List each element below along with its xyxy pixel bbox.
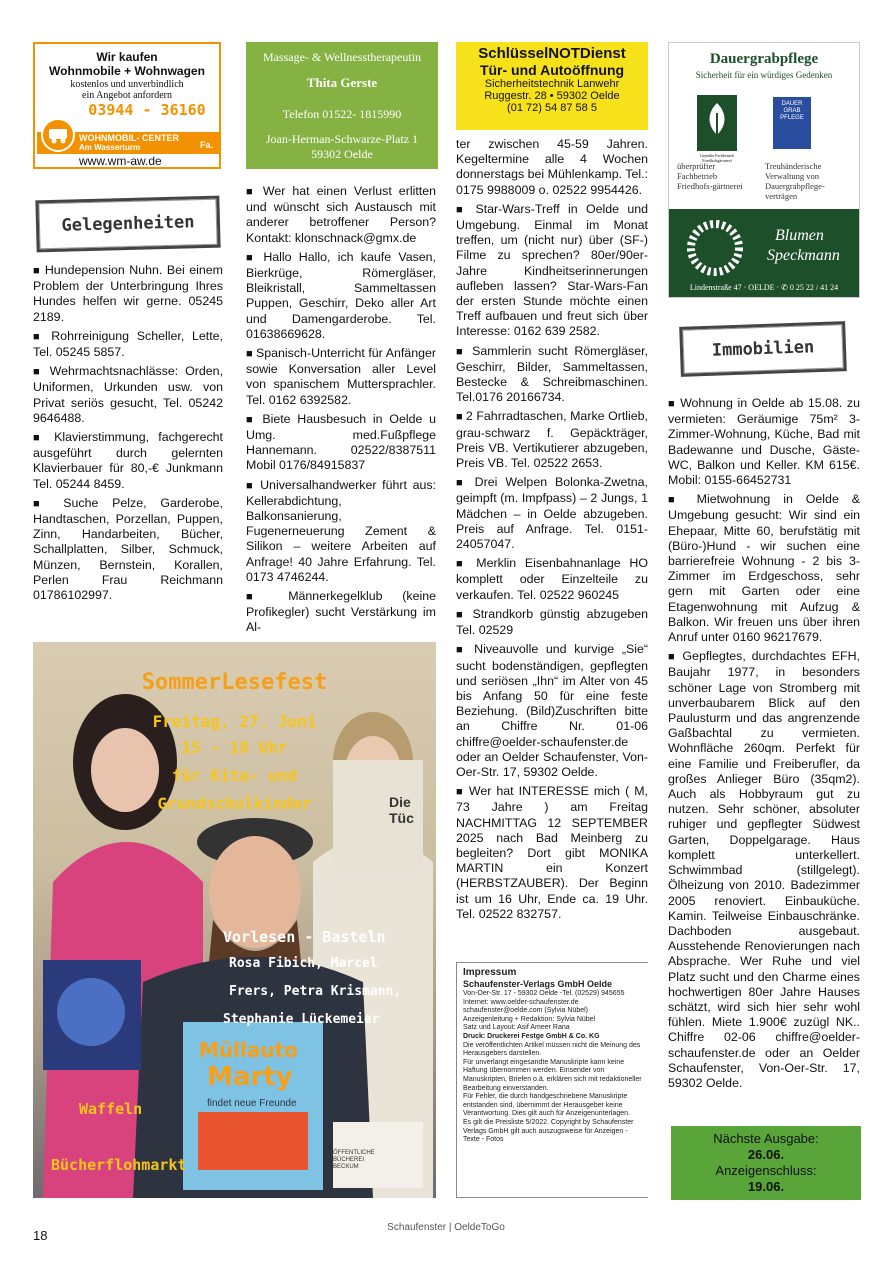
dauergrabpflege-logo-text3: PFLEGE: [780, 115, 804, 121]
dauergrabpflege-logo-text2: GRAB: [783, 108, 801, 114]
book-subtitle: findet neue Freunde: [207, 1098, 297, 1109]
ad-schluessel-title: SchlüsselNOTDienst: [478, 45, 626, 62]
column-3: [456, 137, 648, 926]
ad-wohnmobile-fa: Fa.: [199, 140, 213, 150]
next-issue-date: 26.06.: [747, 1147, 785, 1162]
classified-ad: ■ Hundepension Nuhn. Bei einem Problem der Unterbringung Ihres Hundes helfen wir gerne. 05245 2189.: [33, 263, 223, 325]
impressum-title: Impressum: [463, 967, 517, 978]
stamp-gelegenheiten: [35, 196, 220, 253]
classified-ad: ■ Spanisch-Unterricht für Anfänger sowie Konversation aller Level von spanischem Muttersprachler. Tel. 0162 6392582.: [246, 346, 436, 408]
book-title-2: Marty: [207, 1062, 293, 1092]
ad-schluessel-line2: Ruggestr. 28 • 59302 Oelde: [484, 90, 620, 102]
book-title-1: Müllauto: [199, 1038, 298, 1062]
footer-publication: Schaufenster | OeldeToGo: [387, 1222, 505, 1233]
ad-grab-footer: Lindenstraße 47 · OELDE · ✆ 0 25 22 / 41 24: [689, 283, 839, 292]
impressum-note: Es gilt die Preisliste 5/2022. Copyright by Schaufenster Verlags GmbH gilt auch auszugsweise für Anzeigen - Texte - Fotos: [463, 1118, 634, 1144]
ad-schluesselnotdienst: [456, 42, 648, 130]
poster-names2: Frers, Petra Krismann,: [229, 984, 402, 999]
classified-ad: ■ Männerkegelklub (keine Profikegler) sucht Verstärkung im Al-: [246, 589, 436, 636]
ad-massage-name: Thita Gerste: [306, 75, 378, 90]
flower-wreath-icon: [681, 215, 749, 286]
ad-wohnmobile-line4: ein Angebot anfordern: [82, 90, 172, 101]
ad-wohnmobile-banner2: Am Wasserturm: [79, 143, 141, 152]
classified-ad: ■ Gepflegtes, durchdachtes EFH, Baujahr 1977, in besonders schöner Lage von Stromberg mit unverbaubarem Blick auf den Paulusturm und das angrenzende Gaßbachtal zu vermieten. Wohnfläche 260qm. Perfekt für eine Familie und Freiberufler, da großes Anlieger Büro (35qm2). Auch als Hobbyraum gut zu nutzen. Sehr schöner, absoluter ruhiger und gepflegter Südwest Garten, Doppelgarage. Haus komplett unterkellert. Schwimmbad (stillgelegt). Ölheizung von 2010. Badezimmer 2005 renoviert. Einbauküche. Kamin. Teilweise Einbauschränke. Dachboden ausgebaut. Ausstehende Renovierungen nach Absprache. Wer Ruhe und viel Platz sucht und den Charme eines hochwertigen 80er Jahre Hauses schätzt, wird sich hier sehr wohl fühlen. Miete 1.900€ zuzügl NK.. Chiffre 02-06 chiffre@oelder-schaufenster.de oder an Oelder Schaufenster, Von-Oer-Str. 17, 59302 Oelde.: [668, 649, 860, 1091]
ad-massage: [246, 42, 438, 169]
dauergrabpflege-logo-text1: DAUER: [781, 101, 803, 107]
poster-line3: für Kita- und: [171, 766, 298, 785]
ad-wohnmobile-web[interactable]: www.wm-aw.de: [79, 154, 162, 168]
library-sign: [333, 1150, 423, 1171]
ad-wohnmobile-banner: [37, 132, 219, 154]
ad-massage-phone: Telefon 01522- 1815990: [282, 107, 402, 121]
ad-wohnmobile-phone: 03944 - 36160: [88, 101, 206, 119]
classified-ad: ■ Hallo Hallo, ich kaufe Vasen, Bierkrüge, Römergläser, Bleikristall, Sammeltassen Puppen, Geschirr, Deko aller Art und Damengarderobe. Tel. 01638669628.: [246, 250, 436, 342]
ad-wohnmobile-banner1: WOHNMOBIL- CENTER: [79, 133, 179, 143]
ad-grab-subtitle: Sicherheit für ein würdiges Gedenken: [695, 70, 833, 80]
ad-dauergrabpflege: [668, 42, 860, 298]
book-2-title: Die Tüc: [389, 794, 414, 826]
classified-ad: ■ Biete Hausbesuch in Oelde u Umg. med.Fußpflege Hannemann. 02522/8387511 Mobil 0176/84915837: [246, 412, 436, 474]
ad-grab-logo1: Geprüfte Fachbetrieb Friedhofsgärtnerei: [699, 153, 735, 163]
classified-ad: ■ Star-Wars-Treff in Oelde und Umgebung. Einmal im Monat treffen, um (nicht nur) über (SF-) Filme zu sprechen? 80er/90er-Jahre Kindheitserinnerungen aufleben lassen? Star-Wars-Fan der ersten Stunde möchte einen Treff aufbauen und freut sich über Interesse: 0162 639 2582.: [456, 202, 648, 340]
ad-grab-text2: Treuhänderische Verwaltung von Dauergrabpflege-verträgen: [765, 161, 825, 201]
poster-names3: Stephanie Lückemeier: [223, 1012, 380, 1027]
stamp-immobilien: [679, 321, 847, 377]
classified-ad: ■ Rohrreinigung Scheller, Lette, Tel. 05245 5857.: [33, 329, 223, 360]
impressum-druck: Druck: Druckerei Festge GmbH & Co. KG: [463, 1032, 600, 1040]
ad-massage-address1: Joan-Herman-Schwarze-Platz 1: [265, 132, 419, 146]
sommerlesefest-photo: [33, 642, 436, 1198]
impressum-box: [456, 962, 648, 1198]
poster-line4: Grundschulkinder: [157, 794, 312, 813]
classified-ad: ■ 2 Fahrradtaschen, Marke Ortlieb, grau-schwarz f. Gepäckträger, Preis VB. Vertikutierer abzugeben, Preis VB. Tel. 02522 2653.: [456, 409, 648, 471]
camper-icon: [41, 118, 75, 152]
impressum-line: Satz und Layout: Asif Ameer Rana: [463, 1024, 570, 1032]
ad-wohnmobile-line1: Wir kaufen: [96, 50, 158, 64]
impressum-note: Für Fehler, die durch handgeschriebene Manuskripte entstanden sind, übernimmt der Herausgeber keine Verantwortung. Dies gilt auch für Anzeigenunterlagen.: [463, 1093, 630, 1118]
library-sign-2: BÜCHEREI: [333, 1157, 365, 1163]
poster-flohmarkt: Bücherflohmarkt: [51, 1156, 187, 1174]
ad-grab-brand1: Blumen: [775, 227, 824, 244]
classified-ad: ■ Sammlerin sucht Römergläser, Geschirr, Bilder, Sammeltassen, Bestecke & Schreibmaschinen. Tel.0176 20166734.: [456, 344, 648, 406]
ad-grab-text1: überprüfter Fachbetrieb Friedhofs-gärtnerei: [677, 161, 743, 191]
classified-ad: ■ Wer hat einen Verlust erlitten und wünscht sich Austausch mit anderer betroffener Person? Kontakt: klonschnack@gmx.de: [246, 184, 436, 246]
impressum-line: Von-Oer-Str. 17 - 59302 Oelde -Tel. (02529) 945655: [463, 990, 625, 997]
dauergrabpflege-logo: [773, 97, 811, 149]
impressum-note: Für unverlangt eingesandte Manuskripte kann keine Haftung übernommen werden. Einsender von Manuskripten, Briefen o.ä. erklären sich mit redaktioneller Bearbeitung einverstanden.: [463, 1058, 642, 1092]
impressum-publisher: Schaufenster-Verlags GmbH Oelde: [463, 979, 613, 989]
classified-ad: ■ Merklin Eisenbahnanlage HO komplett oder Einzelteile zu verkaufen. Tel. 02522 960245: [456, 556, 648, 603]
column-2: [246, 184, 436, 640]
ad-wohnmobile-line2: Wohnmobile + Wohnwagen: [49, 64, 205, 78]
deadline-label: Anzeigenschluss:: [715, 1163, 817, 1178]
stamp-immobilien-text: Immobilien: [711, 337, 815, 361]
impressum-line: schaufenster@oelde.com (Sylvia Nübel): [463, 1007, 588, 1015]
column-1: [33, 263, 223, 607]
ad-massage-title: Massage- & Wellnesstherapeutin: [262, 50, 422, 64]
ad-schluessel-line3: (01 72) 54 87 58 5: [507, 102, 597, 114]
classified-ad: ■ Klavierstimmung, fachgerecht ausgeführt durch gelernten Klavierbauer für 80,-€ Junkmann Tel. 05244 8459.: [33, 430, 223, 492]
classified-ad: ■ Drei Welpen Bolonka-Zwetna, geimpft (m. Impfpass) – 2 Jungs, 1 Mädchen – in Oelde abzugeben. Preis auf Anfrage. Tel. 0151-24057047.: [456, 475, 648, 552]
ad-wohnmobile-line3: kostenlos und unverbindlich: [70, 79, 184, 90]
poster-waffeln: Waffeln: [79, 1100, 143, 1118]
impressum-note: Die veröffentlichten Artikel müssen nicht die Meinung des Herausgebers darstellen.: [463, 1041, 641, 1058]
classified-ad: ■ Niveauvolle und kurvige „Sie“ sucht bodenständigen, gepflegten und seriösen „Ihn“ im Alter von 45 bis Anfang 50 für eine feste Beziehung. (Bild)Zuschriften bitte an Chiffre Nr. 01-06 chiffre@oelder-schaufenster.de oder an Oelder Schaufenster, Von-Oer-Str. 17, 59302 Oelde.: [456, 642, 648, 780]
stamp-gelegenheiten-text: Gelegenheiten: [61, 212, 195, 236]
page-number: 18: [33, 1228, 48, 1243]
classified-ad: ■ Strandkorb günstig abzugeben Tel. 02529: [456, 607, 648, 638]
classified-ad: ■ Wehrmachtsnachlässe: Orden, Uniformen, Urkunden usw. von Privat seriös gesucht, Tel. 05242 9646488.: [33, 364, 223, 426]
ad-massage-address2: 59302 Oelde: [311, 147, 373, 161]
poster-time: 15 - 18 Uhr: [181, 738, 288, 757]
poster-vorlesen: Vorlesen - Basteln: [223, 928, 386, 946]
library-sign-3: BECKUM: [333, 1164, 359, 1170]
poster-date: Freitag, 27. Juni: [152, 712, 317, 731]
deadline-date: 19.06.: [747, 1179, 785, 1194]
ad-schluessel-subtitle: Tür- und Autoöffnung: [479, 62, 625, 78]
next-issue-box: [671, 1126, 861, 1200]
poster-title: SommerLesefest: [141, 670, 328, 695]
poster-names1: Rosa Fibich, Marcel: [229, 956, 378, 971]
classified-ad: ■ Universalhandwerker führt aus: Kellerabdichtung, Balkonsanierung, Fugenerneuerung Zement & Silikon – weitere Arbeiten auf Anfrage! 40 Jahre Erfahrung. Tel. 0173 4746244.: [246, 478, 436, 585]
ad-grab-title: Dauergrabpflege: [709, 51, 819, 67]
library-sign-1: ÖFFENTLICHE: [333, 1150, 375, 1156]
ad-wohnmobile: [33, 42, 221, 169]
ad-grab-green-panel: [669, 209, 859, 297]
classified-ad: ■ Wer hat INTERESSE mich ( M, 73 Jahre ) am Freitag NACHMITTAG 12 SEPTEMBER 2025 nach Bad Meinberg zu begleiten? Dort gibt MONIKA MARTIN ein Konzert (HERBSTZAUBER). Der Beginn ist um 16 Uhr, Ende ca. 19 Uhr. Tel. 02522 832757.: [456, 784, 648, 922]
ad-grab-brand2: Speckmann: [767, 247, 840, 264]
column-4: [668, 396, 860, 1095]
next-issue-label: Nächste Ausgabe:: [713, 1131, 819, 1146]
friedhofsgaertner-logo: [697, 95, 737, 151]
classified-ad-continuation: ter zwischen 45-59 Jahren. Kegeltermine alle 4 Wochen donnerstags bei Mühlenkamp. Tel.: 0175 9988009 o. 02522 9954426.: [456, 137, 648, 197]
classified-ad: ■ Suche Pelze, Garderobe, Handtaschen, Porzellan, Puppen, Zinn, Handarbeiten, Bücher, Schallplatten, Silber, Schmuck, Münzen, Bernstein, Korallen, Perlen Frau Reichmann 01786102997.: [33, 496, 223, 603]
classified-ad: ■ Wohnung in Oelde ab 15.08. zu vermieten: Geräumige 75m² 3-Zimmer-Wohnung, Küche, Bad mit Badewanne und Dusche, Gäste-WC, Balkon und Keller. KM 615€. Mobil: 0155-66452731: [668, 396, 860, 488]
impressum-line: Internet: www.oelder-schaufenster.de: [463, 998, 579, 1006]
ad-schluessel-line1: Sicherheitstechnik Lanwehr: [484, 78, 620, 90]
impressum-line: Anzeigenleitung + Redaktion: Sylvia Nübel: [463, 1015, 596, 1023]
classified-ad: ■ Mietwohnung in Oelde & Umgebung gesucht: Wir sind ein Ehepaar, Mitte 60, berufstätig mit (Büro-)Hund - wir suchen eine barrierefreie Wohnung - 2 bis 3-Zimmer im Erdgeschoss, sehr gern mit Garten oder eine Etagenwohnung mit Aufzug & Balkon. Wir freuen uns über ihren Anruf unter 0160 96217679.: [668, 492, 860, 645]
